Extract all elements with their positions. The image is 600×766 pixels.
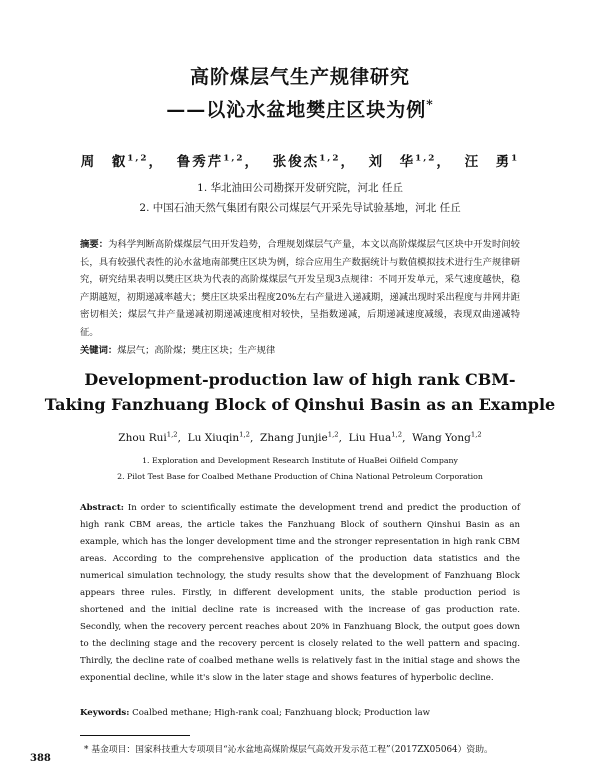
author-name: 张俊杰 — [272, 154, 320, 170]
english-title-line2: Taking Fanzhuang Block of Qinshui Basin as an Example — [44, 395, 556, 414]
chinese-author — [465, 154, 520, 170]
english-keywords-label: Keywords: — [80, 708, 130, 718]
author-name: Wang Yong — [412, 432, 471, 444]
author-name: Zhou Rui — [118, 432, 167, 444]
author-affiliation-mark: 1,2 — [415, 153, 437, 164]
english-author — [188, 432, 250, 444]
chinese-abstract-label: 摘要： — [80, 239, 109, 250]
funding-footnote: * 基金项目：国家科技重大专项项目“沁水盆地高煤阶煤层气高效开发示范工程”（2017ZX05064）资助。 — [84, 745, 493, 755]
chinese-title-line2 — [0, 95, 600, 122]
page-number: 388 — [30, 753, 51, 764]
english-affiliation-2: 2. Pilot Test Base for Coalbed Methane Production of China National Petroleum Corporation — [117, 472, 483, 481]
author-name: 鲁秀芹 — [176, 154, 224, 170]
chinese-title-line1: 高阶煤层气生产规律研究 — [189, 66, 410, 88]
author-name: Lu Xiuqin — [187, 432, 240, 444]
chinese-author — [177, 154, 245, 170]
english-keywords — [80, 705, 520, 722]
english-author — [118, 432, 177, 444]
chinese-author-list: 周 叡$^{1,2}$， 鲁秀芹$^{1,2}$， 张俊杰$^{1,2}$， 刘 华$^{1,2}$， 汪 勇$^1$ — [80, 153, 520, 170]
english-author — [260, 432, 339, 444]
english-author-list: Zhou Rui$^{1,2}$, Lu Xiuqin$^{1,2}$, Zhang Junjie$^{1,2}$, Liu Hua$^{1,2}$, Wang Yong$^{1,2}$ — [118, 430, 482, 444]
english-author — [349, 432, 402, 444]
chinese-abstract — [80, 236, 520, 342]
english-abstract-label: Abstract: — [80, 503, 124, 513]
chinese-author — [369, 154, 437, 170]
author-name: 刘 华 — [368, 154, 416, 170]
author-affiliation-mark: 1,2 — [239, 430, 251, 439]
english-affiliation-1: 1. Exploration and Development Research Institute of HuaBei Oilfield Company — [142, 456, 458, 465]
author-affiliation-mark: 1,2 — [127, 153, 149, 164]
english-author — [412, 432, 482, 444]
author-affiliation-mark: 1,2 — [327, 430, 339, 439]
chinese-author — [81, 154, 149, 170]
chinese-affiliation-2: 2. 中国石油天然气集团有限公司煤层气开采先导试验基地，河北 任丘 — [139, 202, 461, 214]
english-abstract — [80, 500, 520, 687]
chinese-keywords-text: 煤层气；高阶煤；樊庄区块；生产规律 — [117, 345, 276, 356]
author-name: 汪 勇 — [464, 154, 512, 170]
chinese-keywords — [80, 342, 520, 360]
author-affiliation-mark: 1,2 — [391, 430, 403, 439]
author-affiliation-mark: 1,2 — [166, 430, 178, 439]
author-affiliation-mark: 1,2 — [470, 430, 482, 439]
author-affiliation-mark: 1,2 — [223, 153, 245, 164]
english-title-line1: Development-production law of high rank CBM- — [84, 370, 516, 389]
author-affiliation-mark: 1 — [511, 153, 520, 164]
chinese-affiliation-1: 1. 华北油田公司勘探开发研究院，河北 任丘 — [197, 182, 403, 194]
chinese-title-line2-text: ——以沁水盆地樊庄区块为例 — [166, 99, 427, 121]
author-name: Zhang Junjie — [260, 432, 328, 444]
footnote-divider — [80, 735, 190, 736]
chinese-abstract-text: 为科学判断高阶煤煤层气田开发趋势，合理规划煤层气产量，本文以高阶煤煤层气区块中开发时间较长，具有较强代表性的沁水盆地南部樊庄区块为例，综合应用生产数据统计与数值模拟技术进行生产规律研究，研究结果表明以樊庄区块为代表的高阶煤煤层气开发呈现3点规律：不同开发单元，采气速度越快，稳产期越短，初期递减率越大；樊庄区块采出程度20%左右产量进入递减期，递减出现时采出程度与井网井距密切相关；煤层气井产量递减初期递减速度相对较快，呈指数递减，后期递减速度减缓，表现双曲递减特征。 — [80, 239, 520, 338]
english-abstract-text: In order to scientifically estimate the development trend and predict the production of high rank CBM areas, the article takes the Fanzhuang Block of southern Qinshui Basin as an example, which has the longer development time and the stronger representation in high rank CBM areas. According to the comprehensive application of the production data statistics and the numerical simulation technology, the study results show that the development of Fanzhuang Block appears three rules. Firstly, in different development units, the stable production period is shortened and the initial decline rate is increased with the increase of gas production rate. Secondly, when the recovery percent reaches about 20% in Fanzhuang Block, the output goes down to the declining stage and the recovery percent is closely related to the well pattern and spacing. Thirdly, the decline rate of coalbed methane wells is relatively fast in the initial stage and shows the exponential decline, while it's slow in the later stage and shows features of hyperbolic decline. — [80, 503, 520, 683]
chinese-author — [273, 154, 341, 170]
author-name: 周 叡 — [80, 154, 128, 170]
title-footnote-mark: * — [426, 96, 434, 112]
english-keywords-text: Coalbed methane; High-rank coal; Fanzhuang block; Production law — [132, 708, 430, 718]
chinese-keywords-label: 关键词： — [80, 345, 118, 356]
author-affiliation-mark: 1,2 — [319, 153, 341, 164]
author-name: Liu Hua — [348, 432, 392, 444]
